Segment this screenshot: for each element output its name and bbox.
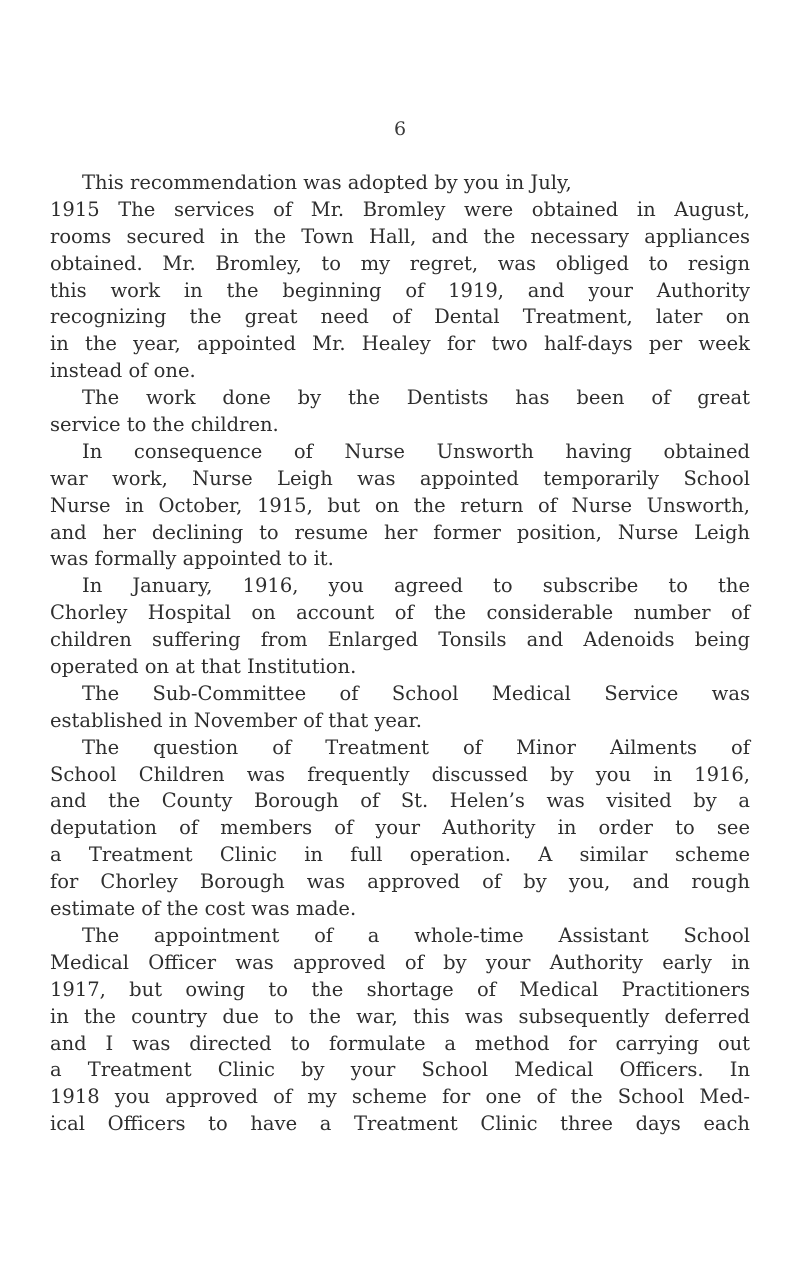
- text-line: ical Officers to have a Treatment Clinic three days each: [50, 1112, 750, 1136]
- text-line: established in November of that year.: [50, 708, 422, 732]
- text-line: The work done by the Dentists has been of great: [82, 386, 750, 410]
- text-line: School Children was frequently discussed by you in 1916,: [50, 762, 750, 786]
- text-line: and her declining to resume her former position, Nurse Leigh: [50, 520, 750, 544]
- text-line: recognizing the great need of Dental Treatment, later on: [50, 305, 750, 329]
- text-line: The question of Treatment of Minor Ailments of: [82, 735, 750, 759]
- text-line: a Treatment Clinic by your School Medical Officers. In: [50, 1058, 750, 1082]
- text-line: children suffering from Enlarged Tonsils and Adenoids being: [50, 628, 750, 652]
- text-line: Chorley Hospital on account of the considerable number of: [50, 601, 750, 625]
- text-line: this work in the beginning of 1919, and your Authority: [50, 278, 750, 302]
- text-line: and the County Borough of St. Helen’s was visited by a: [50, 789, 750, 813]
- text-line: In consequence of Nurse Unsworth having obtained: [82, 439, 750, 463]
- text-line: instead of one.: [50, 359, 196, 383]
- text-line: a Treatment Clinic in full operation. A similar scheme: [50, 843, 750, 867]
- text-line: Medical Officer was approved of by your Authority early in: [50, 950, 750, 974]
- text-line: In January, 1916, you agreed to subscribe to the: [82, 574, 750, 598]
- text-line: This recommendation was adopted by you in July,: [82, 171, 572, 194]
- text-line: rooms secured in the Town Hall, and the necessary appliances: [50, 224, 750, 248]
- text-line: in the year, appointed Mr. Healey for two half-days per week: [50, 332, 750, 356]
- text-line: Nurse in October, 1915, but on the return of Nurse Unsworth,: [50, 493, 750, 517]
- text-line: 1915 The services of Mr. Bromley were obtained in August,: [50, 197, 750, 221]
- text-line: obtained. Mr. Bromley, to my regret, was obliged to resign: [50, 251, 750, 275]
- text-line: deputation of members of your Authority in order to see: [50, 816, 750, 840]
- text-line: 1918 you approved of my scheme for one of the School Med-: [50, 1085, 750, 1109]
- text-line: The Sub-Committee of School Medical Service was: [82, 681, 750, 705]
- text-line: war work, Nurse Leigh was appointed temporarily School: [50, 466, 750, 490]
- page-number: 6: [393, 118, 407, 140]
- text-line: for Chorley Borough was approved of by you, and rough: [50, 870, 750, 894]
- text-line: was formally appointed to it.: [50, 547, 334, 571]
- text-line: service to the children.: [50, 413, 279, 437]
- text-line: The appointment of a whole-time Assistant School: [82, 923, 750, 947]
- text-line: operated on at that Institution.: [50, 655, 357, 679]
- text-line: 1917, but owing to the shortage of Medical Practitioners: [50, 977, 750, 1001]
- text-line: in the country due to the war, this was subsequently deferred: [50, 1004, 750, 1028]
- text-line: and I was directed to formulate a method for carrying out: [50, 1031, 750, 1055]
- body-text: [50, 170, 750, 1138]
- text-line: estimate of the cost was made.: [50, 897, 357, 921]
